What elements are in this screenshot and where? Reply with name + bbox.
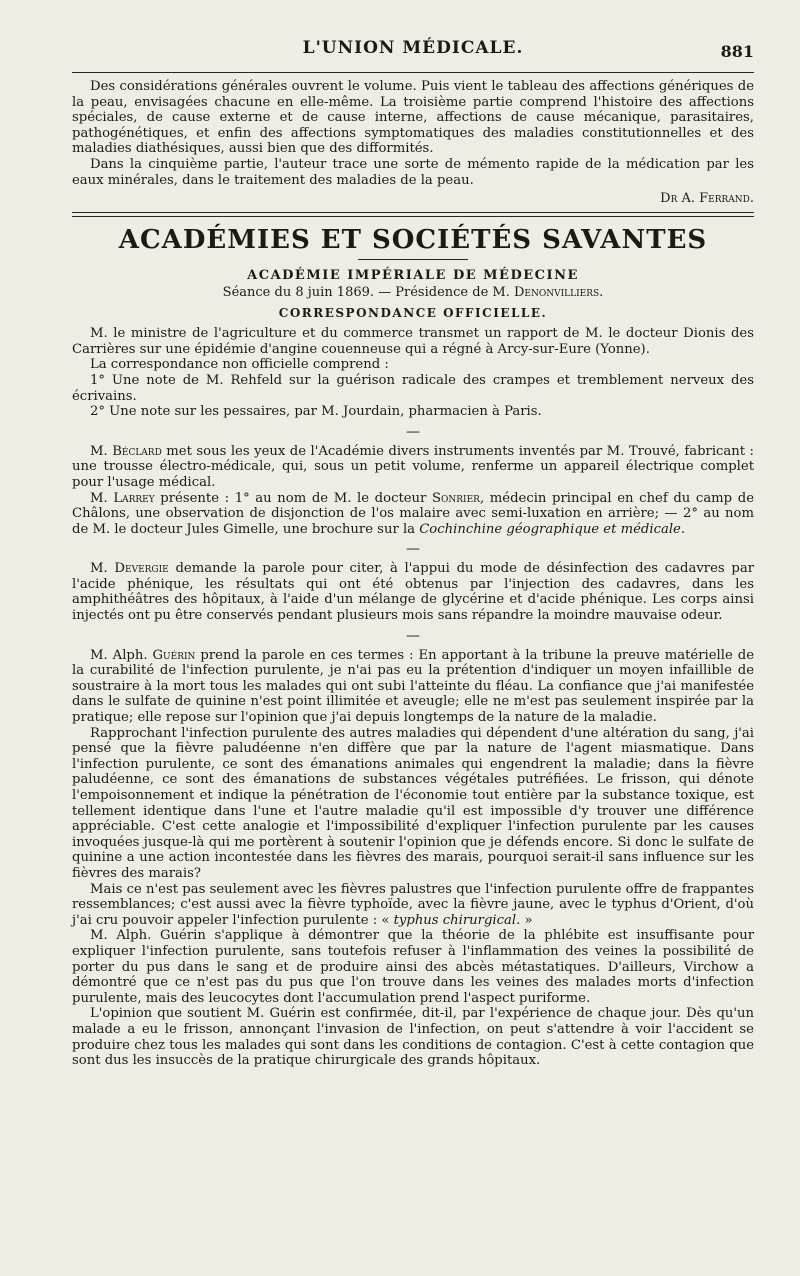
review-paragraph: Des considérations générales ouvrent le volume. Puis vient le tableau des affections génériques de la peau, envisagées chacune en elle-même. La troisième partie comprend l'histoire des affections spéciales, de cause externe et de cause interne, affections de cause mécanique, parasitaires, pathogénétiques, et enfin des affections symptomatiques des maladies constitutionnelles et des maladies diathésiques, aussi bien que des difformités.	[72, 79, 754, 157]
signature: Dr A. Ferrand.	[660, 191, 754, 207]
devergie-text: demande la parole pour citer, à l'appui du mode de désinfection des cadavres par l'acide phénique, les résultats qui ont été obtenus par l'injection des cadavres, dans les amphithéâtres des hôpitaux, à l'aide d'un mélange de glycérine et d'acide phénique. Les corps ainsi injectés ont pu être conservés pendant plusieurs mois sans répandre la moindre mauvaise odeur.	[72, 561, 754, 624]
mais-italic: typhus chirurgical.	[393, 912, 521, 928]
paragraph-guerin	[72, 648, 754, 726]
item-1: 1° Une note de M. Rehfeld sur la guérison radicale des crampes et tremblement nerveux des écrivains.	[72, 372, 754, 404]
mais-text-b: »	[520, 912, 533, 928]
larrey-text-b: , médecin principal en chef du camp de Châlons, une observation de disjonction de l'os malaire avec semi-luxation en arrière; — 2° au nom de M. le docteur Jules Gimelle, une brochure sur la	[72, 490, 754, 537]
seance-line	[72, 285, 754, 300]
separator: —	[406, 627, 420, 644]
paragraph-devergie: M. Devergie demande la parole pour citer, à l'appui du mode de désinfection des cadavres par l'acide phénique, les résultats qui ont été obtenus par l'injection des cadavres, dans les amphithéâtres des hôpitaux, à l'aide d'un mélange de glycérine et d'acide phénique. Les corps ainsi injectés ont pu être conservés pendant plusieurs mois sans répandre la moindre mauvaise odeur.	[72, 561, 754, 624]
paragraph-alph: M. Alph. Guérin s'applique à démontrer que la théorie de la phlébite est insuffisante pour expliquer l'infection purulente, sans toutefois refuser à l'inflammation des veines la possibilité de porter du pus dans le sang et de produire ainsi des abcès métastatiques. D'ailleurs, Virchow a démontré que ce n'est pas du pus que l'on trouve dans les veines des malades morts d'infection purulente, mais des leucocytes dont l'accumulation prend l'aspect puriforme.	[72, 928, 754, 1006]
paragraph-larrey: M. Larrey présente : 1° au nom de M. le docteur Sonrier, médecin principal en chef du camp de Châlons, une observation de disjonction de l'os malaire avec semi-luxation en arrière; — 2° au nom de M. le docteur Jules Gimelle, une brochure sur la Cochinchine géographique et médicale.	[72, 490, 754, 537]
name-larrey: Larrey	[113, 490, 155, 506]
review-paragraph: Dans la cinquième partie, l'auteur trace une sorte de mémento rapide de la médication par les eaux minérales, dans le traitement des maladies de la peau.	[72, 156, 754, 188]
larrey-text-a: présente : 1° au nom de M. le docteur	[154, 490, 432, 506]
beclard-text: met sous les yeux de l'Académie divers instruments inventés par M. Trouvé, fabricant : une trousse électro-médicale, qui, sous un petit volume, renferme un appareil électrique complet pour l'usage médical.	[72, 443, 755, 490]
guerin-text: prend la parole en ces termes : En apportant à la tribune la preuve matérielle de la curabilité de l'infection purulente, je n'ai pas eu la prétention d'indiquer un moyen infaillible de soustraire à la mort tous les malades qui ont subi l'atteinte du fléau. La confiance que j'ai manifestée dans le sulfate de quinine n'est point illimitée et aveugle; elle ne m'est pas seulement inspirée par la pratique; elle repose sur l'opinion que j'ai depuis longtemps de la nature de la maladie.	[72, 647, 755, 726]
paragraph-ministre: M. le ministre de l'agriculture et du commerce transmet un rapport de M. le docteur Dionis des Carrières sur une épidémie d'angine couenneuse qui a régné à Arcy-sur-Eure (Yonne).	[72, 326, 754, 357]
mais-text-a: Mais ce n'est pas seulement avec les fièvres palustres que l'infection purulente offre de frappantes ressemblances; c'est aussi avec la fièvre typhoïde, avec la fièvre jaune, avec le typhus d'Orient, d'où j'ai cru pouvoir appeler l'infection purulente : «	[72, 881, 754, 928]
academy-heading: ACADÉMIE IMPÉRIALE DE MÉDECINE	[247, 268, 579, 284]
page	[72, 28, 754, 1258]
paragraph-beclard: M. Béclard met sous les yeux de l'Académie divers instruments inventés par M. Trouvé, fabricant : une trousse électro-médicale, qui, sous un petit volume, renferme un appareil électrique complet pour l'usage médical.	[72, 443, 755, 490]
title-rule	[358, 259, 468, 260]
paragraph-mais	[72, 882, 754, 929]
separator: —	[406, 541, 420, 558]
page-header	[72, 28, 754, 62]
name-guerin: Guérin	[152, 647, 196, 663]
name-sonrier: Sonrier	[431, 490, 480, 506]
name-beclard: Béclard	[112, 443, 162, 459]
paragraph-opinion: L'opinion que soutient M. Guérin est confirmée, dit-il, par l'expérience de chaque jour. Dès qu'un malade a eu le frisson, annonçant l'invasion de l'infection, on peut s'attendre à voir l'accident se produire chez tous les malades qui sont dans les conditions de contagion. C'est à cette contagion que sont dus les insuccès de la pratique chirurgicale des grands hôpitaux.	[72, 1006, 754, 1069]
paragraph-correspondance: La correspondance non officielle comprend :	[90, 357, 389, 373]
page-number: 881	[720, 42, 754, 61]
double-rule	[72, 212, 754, 217]
correspondance-heading: CORRESPONDANCE OFFICIELLE.	[278, 306, 548, 321]
section-title: ACADÉMIES ET SOCIÉTÉS SAVANTES	[118, 225, 708, 256]
guerin-pre: M. Alph.	[90, 647, 153, 663]
larrey-title: Cochinchine géographique et médicale.	[419, 521, 686, 537]
seance-text: Séance du 8 juin 1869. — Présidence de M.	[222, 285, 514, 301]
item-2: 2° Une note sur les pessaires, par M. Jourdain, pharmacien à Paris.	[90, 404, 542, 420]
name-devergie: Devergie	[114, 561, 169, 577]
president-name: Denonvilliers.	[513, 285, 604, 301]
running-title: L'UNION MÉDICALE.	[302, 38, 524, 58]
paragraph-rapprochant: Rapprochant l'infection purulente des autres maladies qui dépendent d'une altération du sang, j'ai pensé que la fièvre paludéenne n'en diffère que par la nature de l'agent miasmatique. Dans l'infection purulente, ce sont des émanations animales qui engendrent la maladie; dans la fièvre paludéenne, ce sont des émanations de substances végétales putréfiées. Le frisson, qui dénote l'empoisonnement et indique la pénétration de l'économie tout entière par la substance toxique, est tellement identique dans l'une et l'autre maladie qu'il est impossible d'y trouver une différence appréciable. C'est cette analogie et l'impossibilité d'expliquer l'infection purulente par les causes invoquées jusque-là qui me portèrent à soutenir l'opinion que je défends encore. Si donc le sulfate de quinine a une action incontestée dans les fièvres des marais, pourquoi serait-il sans influence sur les fièvres des marais?	[72, 725, 754, 881]
separator: —	[406, 423, 420, 440]
